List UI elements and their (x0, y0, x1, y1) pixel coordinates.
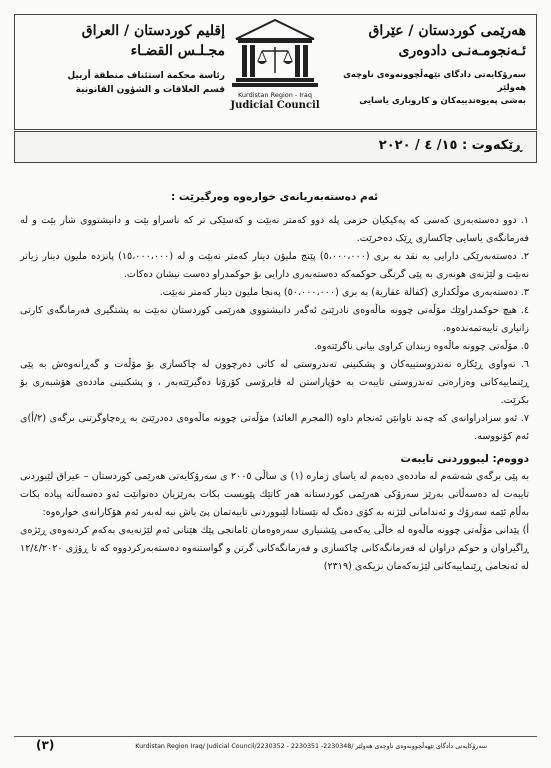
region-title-kurdish: هەرێمی کوردستان / عێراق (368, 23, 526, 39)
list-item-6: ٦. تەواوی ڕێکارە تەندروستییەکان و پشکنینی تەندروستی لە کاتی دەرچوون لە چاکسازی بۆ مۆڵەت و گەڕانەوەش بە پێی ڕێنماییەکانی وەزارەتی تەندروستی تایبەت بە خۆپاراستن لە ڤایرۆسی کۆرۆنا دەگیرێتەبەر ، و پشکنینی ماددەی هۆشبەری بۆ بکرێت. (20, 359, 529, 406)
logo-council-caption: Judicial Council (230, 100, 320, 111)
letterhead-kurdish (316, 21, 526, 108)
list-item-5: ٥. مۆڵەتی چوونە ماڵەوە زیندان کراوی بیانی ناگرێتەوە. (313, 341, 529, 352)
footer-contact-line: سەرۆکایەتی دادگای تێهەڵچوونەوەی ناوچەی هەولێر /Kurdistan Region Iraq/ Judicial Council/2230352 - 2230351 -2230348 (135, 743, 487, 750)
section-two-paragraph: بە پێی برگەی شەشەم لە ماددەی دەیەم لە یاسای ژمارە (١) ی ساڵی ٢٠٠٥ ی سەرۆکایەتی هەرێمی کوردستان – عیراق لێبوردنی تایبەت لە دەسەڵاتی بەرێز سەرۆکی هەرێمی کوردستانە هەر کاتێك پێویست بکات بەرێزیان دەتوانێت ئەو دەسەڵاتە پیادە بکات بەڵام ئێمە سەرۆك و ئەندامانی لێژنە بە کۆی دەنگ لە نێستادا لێبووردنی تایبەتمان پێ باش نیە لەبەر ئەم هۆکارانەی خوارەوە: (20, 471, 529, 518)
letterhead-arabic (25, 21, 225, 97)
courthouse-scales-icon (230, 17, 320, 89)
court-name-arabic: رئاسة محكمة استئناف منطقة أربيل (67, 71, 225, 81)
letterhead (14, 14, 537, 130)
logo-region-caption: Kurdistan Region - Iraq (237, 91, 313, 99)
court-name-kurdish: سەرۆکایەتی دادگای تێهەڵچوونەوەی ناوچەی هەولێر (343, 70, 526, 93)
page-number: (٣) (36, 738, 55, 752)
department-kurdish: بەشی پەیوەندییەکان و کاروباری یاسایی (359, 96, 526, 106)
list-item-4: ٤. هیچ حوکمدراوێك مۆڵەتی چوونە ماڵەوەی نادرێتێ ئەگەر دانیشتووی هەرێمی کوردستان نەبێت بە پشتگیری فەرمانگەی کارتی زانیاری تایبەتمەندەوە. (20, 305, 529, 334)
list-item-1: ١. دوو دەستەبەری کەسی کە پەکیکیان خزمی پلە دوو کەمتر نەبێت و کەسێکی تر کە ناسراو بێت و دانیشتووی شار بێت و لە فەرمانگەی یاسایی چاکسازی ڕێک دەخرێت. (20, 215, 529, 244)
section-two-item-a: أ) پێدانی مۆڵەتی چوونە ماڵەوە لە خاڵی یەکەمی پێشنیاری سەرەوەمان ئامانجی پێك هێنانی ئەم لێژنەیەی بەکەم کردنەوەی ڕێژەی ڕاگیراوان و حوکم دراوان لە فەرمانگەکانی چاکسازی و فەرمانگەکانی گرتن و گواستنەوە دەستەبەرکردووە کە تا ڕۆژی ١٢/٤/٢٠٢٠ لە ئەنجامی ڕێنماییەکانی لێژنەکەمان نزیکەی (٢٣١٩) (20, 525, 529, 572)
date-bar (14, 131, 537, 163)
list-item-2: ٢. دەستەبەرێکی دارایی بە نقد بە بری (٥،٠٠٠،٠٠٠) پێنج ملیۆن دینار کەمتر نەبێت و لە (١٥،٠٠٠،٠٠٠) پانزدە ملیون دینار زیاتر نەبێت و لێژنەی هونەری بە پێی گرنگی حوکمەکە دەستەبەری دارایی بۆ حوکمدراو دەست نیشان دەکات. (20, 251, 529, 280)
document-body (20, 188, 529, 576)
list-item-7: ٧. ئەو سزادراوانەی کە چەند تاوانێن ئەنجام داوە (المجرم العائد) مۆڵەتی چوونە ماڵەوەی دەدرێتێ بە ڕەچاوگرتنی برگەی (٢/أ)ی ئەم کۆنووسە. (20, 413, 529, 442)
list-item-3: ٣. دەستەبەری موڵکداری (كفالة عقارية) بە بری (٥٠،٠٠٠،٠٠٠) پەنجا ملیون دینار کەمتر نەبێت. (159, 287, 529, 298)
department-arabic: قسم العلاقات و الشؤون القانونية (75, 85, 225, 95)
logo-block (215, 17, 335, 127)
document-date: ڕێکەوت : ١٥/ ٤ / ٢٠٢٠ (378, 138, 522, 153)
region-title-arabic: إقليم كوردستان / العراق (81, 23, 225, 39)
section-two-heading: دووەم: لیبووردنی تایبەت (400, 453, 529, 465)
council-title-kurdish: ئـەنجومـەنـی دادوەری (398, 43, 526, 59)
council-title-arabic: مجـلـس القضـاء (130, 43, 225, 59)
section-heading: ئەم دەستەبەریانەی خوارەوە وەرگیرێت : (170, 191, 379, 203)
footer (14, 736, 537, 757)
